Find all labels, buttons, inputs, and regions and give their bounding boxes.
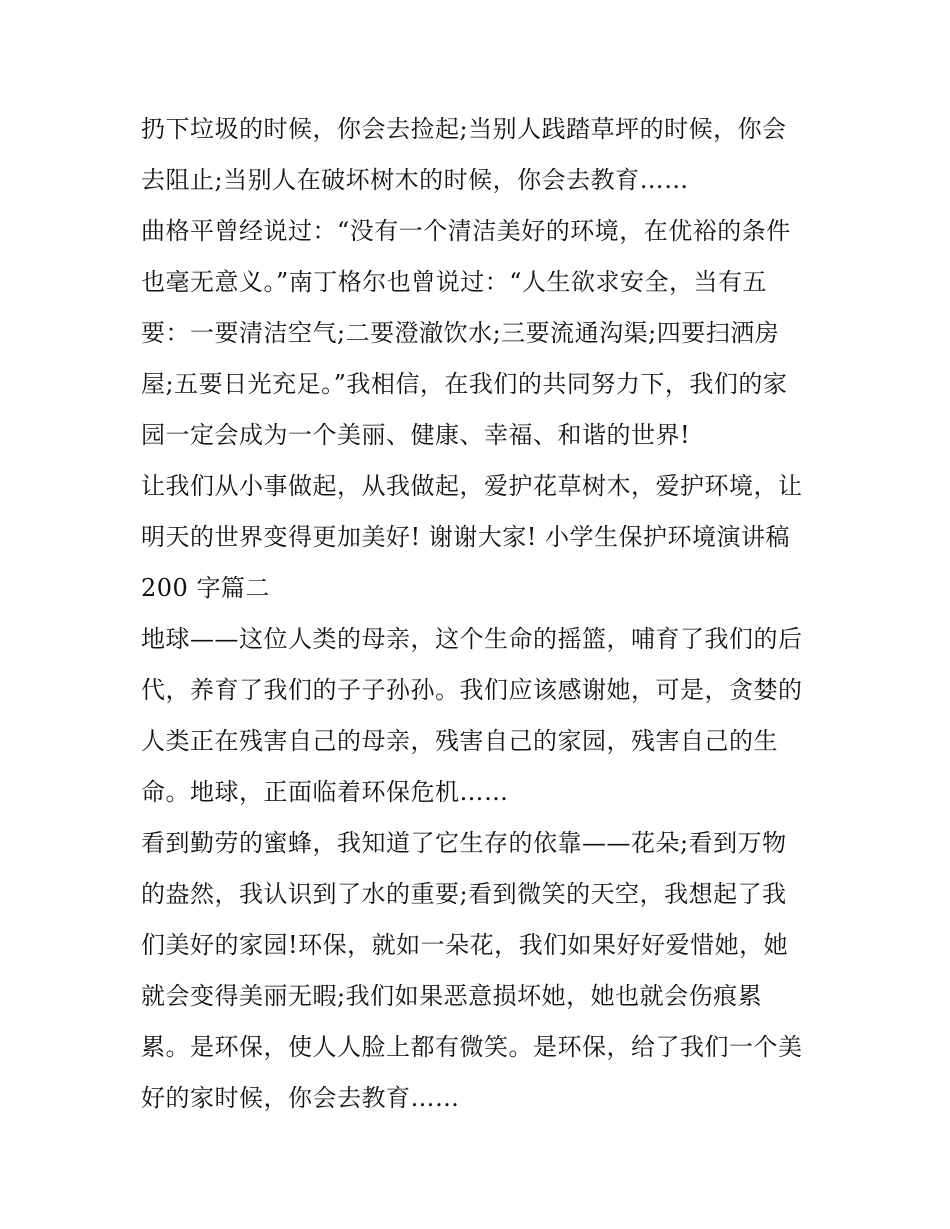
text-line: 去阻止;当别人在破坏树木的时候，你会去教育…… [141,166,689,194]
text-line: 好的家时候，你会去教育…… [141,1084,460,1112]
text-line: 累。是环保，使人人脸上都有微笑。是环保，给了我们一个美 [141,1033,803,1061]
text-line: 扔下垃圾的时候，你会去捡起;当别人践踏草坪的时候，你会 [141,115,787,143]
text-line: 人类正在残害自己的母亲，残害自己的家园，残害自己的生 [141,727,778,755]
text-line: 地球——这位人类的母亲，这个生命的摇篮，哺育了我们的后 [141,625,803,653]
text-line: 的盎然，我认识到了水的重要;看到微笑的天空，我想起了我 [141,880,787,908]
text-line: 曲格平曾经说过：“没有一个清洁美好的环境，在优裕的条件 [141,217,791,245]
section-heading: 200 字篇二 [141,574,270,602]
text-line: 代，养育了我们的子子孙孙。我们应该感谢她，可是，贪婪的 [141,676,803,704]
text-line: 屋;五要日光充足。”我相信，在我们的共同努力下，我们的家 [141,370,788,398]
text-line: 就会变得美丽无暇;我们如果恶意损坏她，她也就会伤痕累 [141,982,763,1010]
body-text [141,104,831,1124]
text-line: 看到勤劳的蜜蜂，我知道了它生存的依靠——花朵;看到万物 [141,829,787,857]
text-line: 明天的世界变得更加美好! 谢谢大家! 小学生保护环境演讲稿 [141,523,791,551]
text-line: 也毫无意义。”南丁格尔也曾说过：“人生欲求安全，当有五 [141,268,768,296]
text-line: 要：一要清洁空气;二要澄澈饮水;三要流通沟渠;四要扫洒房 [141,319,780,347]
text-line: 命。地球，正面临着环保危机…… [141,778,509,806]
text-line: 们美好的家园!环保，就如一朵花，我们如果好好爱惜她，她 [141,931,789,959]
text-line: 让我们从小事做起，从我做起，爱护花草树木，爱护环境，让 [141,472,803,500]
text-line: 园一定会成为一个美丽、健康、幸福、和谐的世界! [141,421,691,449]
